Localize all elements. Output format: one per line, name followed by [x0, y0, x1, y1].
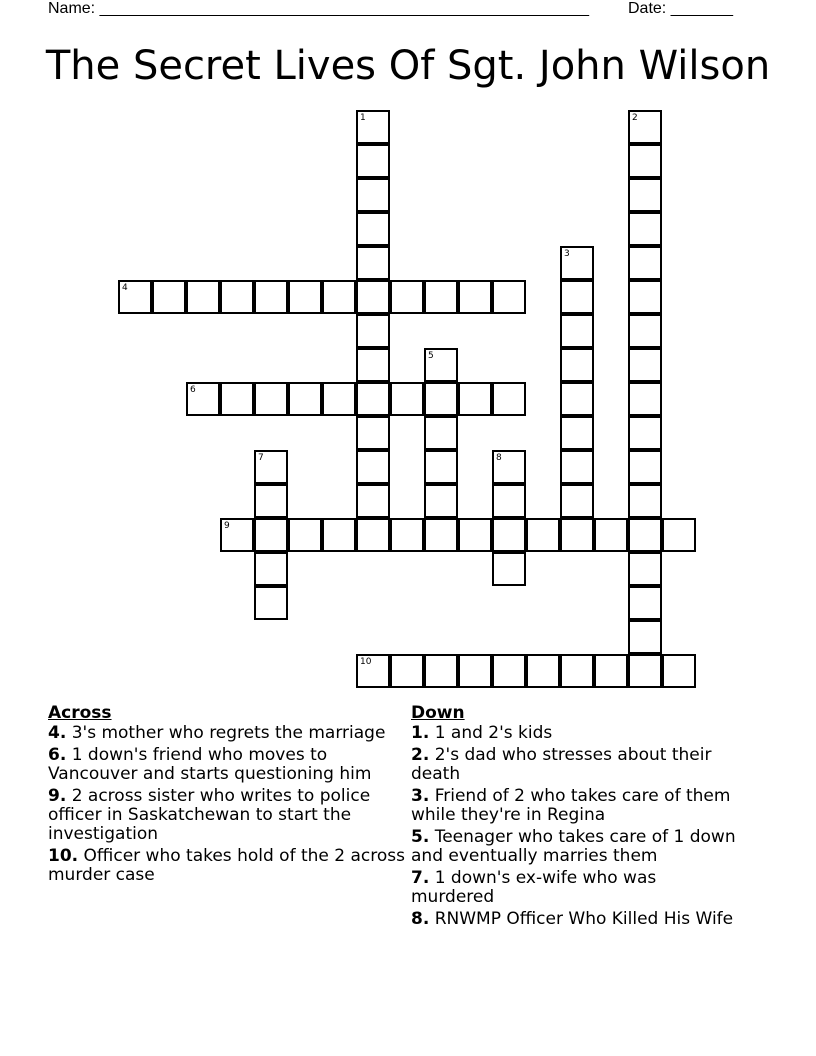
- grid-cell[interactable]: [560, 450, 594, 484]
- clue-down-3: [411, 787, 741, 825]
- clue-number: 7.: [411, 868, 430, 888]
- clue-text: 3's mother who regrets the marriage: [71, 723, 386, 743]
- grid-cell[interactable]: [254, 586, 288, 620]
- grid-cell[interactable]: [458, 280, 492, 314]
- across-clue-list: [48, 724, 418, 885]
- grid-cell[interactable]: [628, 450, 662, 484]
- clue-number: 1.: [411, 723, 430, 743]
- grid-cell[interactable]: [322, 280, 356, 314]
- clue-number: 9.: [48, 786, 67, 806]
- grid-cell[interactable]: [560, 654, 594, 688]
- grid-cell[interactable]: [254, 382, 288, 416]
- grid-cell[interactable]: [560, 382, 594, 416]
- grid-cell[interactable]: [390, 280, 424, 314]
- grid-cell[interactable]: [628, 348, 662, 382]
- grid-cell[interactable]: [356, 144, 390, 178]
- cell-number: 1: [360, 113, 366, 123]
- grid-cell[interactable]: [560, 246, 594, 280]
- clue-down-7: [411, 869, 741, 907]
- grid-cell[interactable]: [458, 382, 492, 416]
- grid-cell[interactable]: [390, 518, 424, 552]
- grid-cell[interactable]: [390, 382, 424, 416]
- grid-cell[interactable]: [628, 484, 662, 518]
- across-clues: [48, 702, 418, 888]
- grid-cell[interactable]: [492, 484, 526, 518]
- grid-cell[interactable]: [458, 654, 492, 688]
- clue-across-4: [48, 724, 418, 743]
- grid-cell[interactable]: [288, 382, 322, 416]
- clue-across-6: [48, 746, 418, 784]
- grid-cell[interactable]: [356, 518, 390, 552]
- grid-cell[interactable]: [424, 348, 458, 382]
- grid-cell[interactable]: [492, 382, 526, 416]
- grid-cell[interactable]: [662, 654, 696, 688]
- grid-cell[interactable]: [628, 144, 662, 178]
- grid-cell[interactable]: [390, 654, 424, 688]
- grid-cell[interactable]: [492, 654, 526, 688]
- clue-across-9: [48, 787, 418, 844]
- down-clues: [411, 702, 741, 932]
- clue-text: 2's dad who stresses about their death: [411, 745, 712, 784]
- grid-cell[interactable]: [526, 518, 560, 552]
- grid-cell[interactable]: [356, 280, 390, 314]
- grid-cell[interactable]: [424, 450, 458, 484]
- grid-cell[interactable]: [356, 246, 390, 280]
- grid-cell[interactable]: [492, 518, 526, 552]
- grid-cell[interactable]: [288, 518, 322, 552]
- grid-cell[interactable]: [492, 280, 526, 314]
- grid-cell[interactable]: [356, 382, 390, 416]
- grid-cell[interactable]: [628, 620, 662, 654]
- grid-cell[interactable]: [628, 110, 662, 144]
- grid-cell[interactable]: [492, 552, 526, 586]
- grid-cell[interactable]: [492, 450, 526, 484]
- clue-text: 2 across sister who writes to police officer in Saskatchewan to start the investigation: [48, 786, 371, 844]
- grid-cell[interactable]: [594, 518, 628, 552]
- grid-cell[interactable]: [560, 348, 594, 382]
- grid-cell[interactable]: [560, 416, 594, 450]
- page-title: The Secret Lives Of Sgt. John Wilson: [45, 43, 771, 89]
- grid-cell[interactable]: [628, 314, 662, 348]
- grid-cell[interactable]: [424, 518, 458, 552]
- clue-down-8: [411, 910, 741, 929]
- grid-cell[interactable]: [424, 280, 458, 314]
- clue-text: RNWMP Officer Who Killed His Wife: [434, 909, 734, 929]
- grid-cell[interactable]: [356, 450, 390, 484]
- grid-cell[interactable]: [254, 484, 288, 518]
- name-line: Name: _______________________________________________________: [48, 0, 589, 17]
- grid-cell[interactable]: [628, 416, 662, 450]
- grid-cell[interactable]: [356, 654, 390, 688]
- down-clue-list: [411, 724, 741, 929]
- cell-number: 5: [428, 351, 434, 361]
- grid-cell[interactable]: [628, 178, 662, 212]
- grid-cell[interactable]: [254, 552, 288, 586]
- across-heading: Across: [48, 703, 112, 723]
- clue-text: Officer who takes hold of the 2 across murder case: [48, 846, 405, 885]
- grid-cell[interactable]: [254, 450, 288, 484]
- clue-number: 10.: [48, 846, 79, 866]
- clue-number: 8.: [411, 909, 430, 929]
- grid-cell[interactable]: [560, 518, 594, 552]
- clue-down-2: [411, 746, 741, 784]
- date-line: Date: _______: [628, 0, 733, 17]
- grid-cell[interactable]: [254, 280, 288, 314]
- grid-cell[interactable]: [560, 280, 594, 314]
- cell-number: 2: [632, 113, 638, 123]
- clue-number: 6.: [48, 745, 67, 765]
- clue-down-5: [411, 828, 741, 866]
- grid-cell[interactable]: [356, 178, 390, 212]
- grid-cell[interactable]: [424, 484, 458, 518]
- clue-number: 5.: [411, 827, 430, 847]
- clue-across-10: [48, 847, 418, 885]
- cell-number: 4: [122, 283, 128, 293]
- grid-cell[interactable]: [254, 518, 288, 552]
- grid-cell[interactable]: [356, 212, 390, 246]
- grid-cell[interactable]: [458, 518, 492, 552]
- down-heading: Down: [411, 703, 465, 723]
- cell-number: 3: [564, 249, 570, 259]
- cell-number: 10: [360, 657, 372, 667]
- clue-text: 1 down's ex-wife who was murdered: [411, 868, 657, 907]
- grid-cell[interactable]: [220, 280, 254, 314]
- grid-cell[interactable]: [560, 314, 594, 348]
- grid-cell[interactable]: [628, 382, 662, 416]
- grid-cell[interactable]: [288, 280, 322, 314]
- grid-cell[interactable]: [628, 280, 662, 314]
- clue-number: 3.: [411, 786, 430, 806]
- grid-cell[interactable]: [560, 484, 594, 518]
- grid-cell[interactable]: [424, 382, 458, 416]
- clue-down-1: [411, 724, 741, 743]
- grid-cell[interactable]: [594, 654, 628, 688]
- grid-cell[interactable]: [118, 280, 152, 314]
- grid-cell[interactable]: [628, 212, 662, 246]
- grid-cell[interactable]: [628, 552, 662, 586]
- grid-cell[interactable]: [628, 586, 662, 620]
- grid-cell[interactable]: [628, 518, 662, 552]
- clue-text: Friend of 2 who takes care of them while they're in Regina: [411, 786, 731, 825]
- clue-text: Teenager who takes care of 1 down and eventually marries them: [411, 827, 736, 866]
- cell-number: 9: [224, 521, 230, 531]
- clue-number: 2.: [411, 745, 430, 765]
- grid-cell[interactable]: [186, 280, 220, 314]
- grid-cell[interactable]: [356, 110, 390, 144]
- cell-number: 6: [190, 385, 196, 395]
- grid-cell[interactable]: [628, 654, 662, 688]
- grid-cell[interactable]: [356, 314, 390, 348]
- grid-cell[interactable]: [424, 416, 458, 450]
- grid-cell[interactable]: [322, 518, 356, 552]
- clue-text: 1 and 2's kids: [434, 723, 553, 743]
- grid-cell[interactable]: [186, 382, 220, 416]
- cell-number: 8: [496, 453, 502, 463]
- grid-cell[interactable]: [424, 654, 458, 688]
- grid-cell[interactable]: [356, 416, 390, 450]
- grid-cell[interactable]: [662, 518, 696, 552]
- grid-cell[interactable]: [220, 382, 254, 416]
- grid-cell[interactable]: [526, 654, 560, 688]
- grid-cell[interactable]: [628, 246, 662, 280]
- clue-number: 4.: [48, 723, 67, 743]
- clue-text: 1 down's friend who moves to Vancouver and starts questioning him: [48, 745, 372, 784]
- grid-cell[interactable]: [322, 382, 356, 416]
- grid-cell[interactable]: [356, 348, 390, 382]
- cell-number: 7: [258, 453, 264, 463]
- grid-cell[interactable]: [356, 484, 390, 518]
- grid-cell[interactable]: [220, 518, 254, 552]
- grid-cell[interactable]: [152, 280, 186, 314]
